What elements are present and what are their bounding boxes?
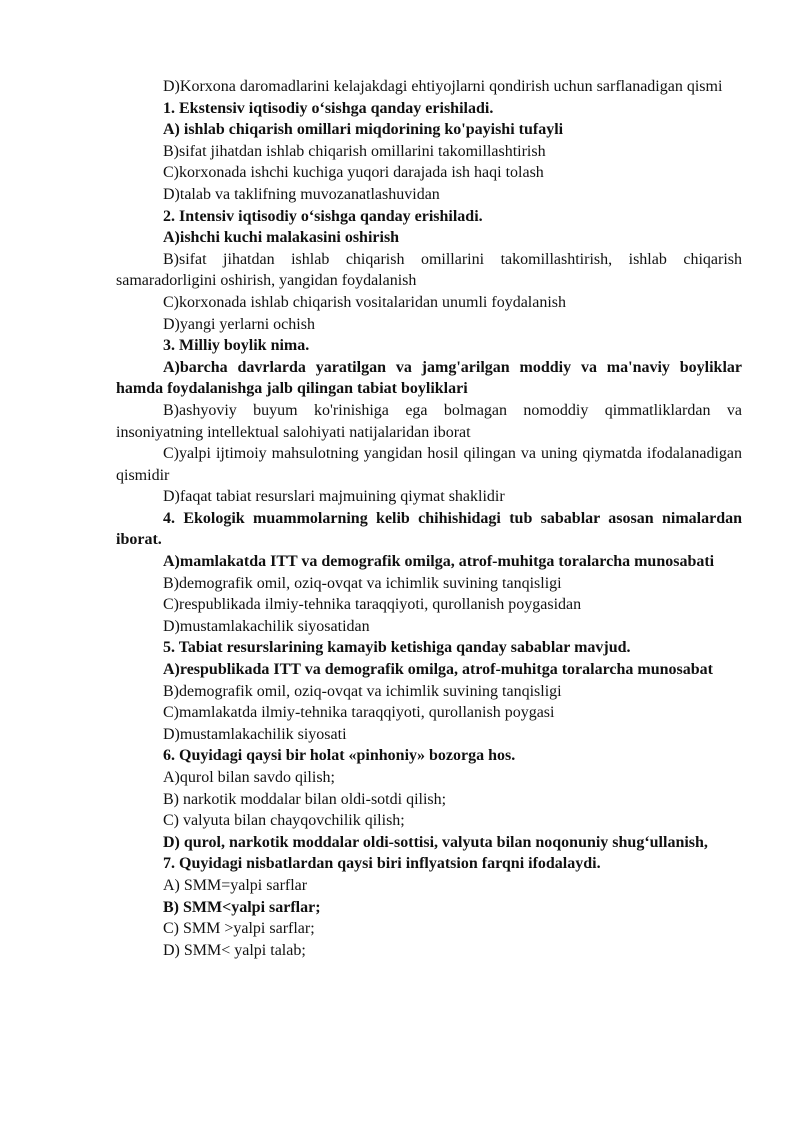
question-heading: 6. Quyidagi qaysi bir holat «pinhoniy» bozorga hos.	[163, 747, 516, 765]
correct-answer: A)barcha davrlarda yaratilgan va jamg'arilgan moddiy va ma'naviy boyliklar hamda foydalanishga jalb qilingan tabiat boyliklari	[116, 358, 742, 398]
question-heading: 2. Intensiv iqtisodiy o‘sishga qanday erishiladi.	[163, 207, 483, 225]
correct-answer: A) ishlab chiqarish omillari miqdorining ko'payishi tufayli	[163, 121, 564, 139]
answer-option: C)mamlakatda ilmiy-tehnika taraqqiyoti, qurollanish poygasi	[163, 704, 555, 722]
answer-option: D)mustamlakachilik siyosatidan	[163, 617, 370, 635]
correct-answer: A)respublikada ITT va demografik omilga, atrof-muhitga toralarcha munosabat	[163, 661, 713, 679]
document-page	[116, 76, 742, 961]
answer-option: C) SMM >yalpi sarflar;	[163, 920, 315, 938]
answer-option: D)yangi yerlarni ochish	[163, 315, 315, 333]
answer-option: B)ashyoviy buyum ko'rinishiga ega bolmagan nomoddiy qimmatliklardan va insoniyatning intellektual salohiyati natijalaridan iborat	[116, 401, 742, 441]
answer-option: C)korxonada ishchi kuchiga yuqori darajada ish haqi tolash	[163, 164, 544, 182]
answer-option: B)sifat jihatdan ishlab chiqarish omillarini takomillashtirish	[163, 142, 546, 160]
answer-option: B)demografik omil, oziq-ovqat va ichimlik suvining tanqisligi	[163, 574, 562, 592]
question-heading: 3. Milliy boylik nima.	[163, 337, 310, 355]
answer-option: B)sifat jihatdan ishlab chiqarish omillarini takomillashtirish, ishlab chiqarish samaradorligini oshirish, yangidan foydalanish	[116, 250, 742, 290]
question-heading: 7. Quyidagi nisbatlardan qaysi biri inflyatsion farqni ifodalaydi.	[163, 855, 601, 873]
answer-option: D)mustamlakachilik siyosati	[163, 725, 347, 743]
answer-option: C) valyuta bilan chayqovchilik qilish;	[163, 812, 405, 830]
correct-answer: A)mamlakatda ITT va demografik omilga, atrof-muhitga toralarcha munosabati	[163, 553, 715, 571]
answer-option: D)faqat tabiat resurslari majmuining qiymat shaklidir	[163, 488, 505, 506]
answer-option: B) narkotik moddalar bilan oldi-sotdi qilish;	[163, 790, 447, 808]
answer-option: D) SMM< yalpi talab;	[163, 941, 306, 959]
question-heading: 5. Tabiat resurslarining kamayib ketishiga qanday sabablar mavjud.	[163, 639, 631, 657]
correct-answer: A)ishchi kuchi malakasini oshirish	[163, 229, 400, 247]
correct-answer: B) SMM<yalpi sarflar;	[163, 898, 321, 916]
answer-option: D)talab va taklifning muvozanatlashuvidan	[163, 185, 440, 203]
answer-option: C)yalpi ijtimoiy mahsulotning yangidan hosil qilingan va uning qiymatda ifodalanadigan qismidir	[116, 445, 742, 484]
answer-option: D)Korxona daromadlarini kelajakdagi ehtiyojlarni qondirish uchun sarflanadigan qismi	[163, 78, 723, 95]
answer-option: B)demografik omil, oziq-ovqat va ichimlik suvining tanqisligi	[163, 682, 562, 700]
correct-answer: D) qurol, narkotik moddalar oldi-sottisi, valyuta bilan noqonuniy shug‘ullanish,	[163, 833, 708, 851]
answer-option: C)respublikada ilmiy-tehnika taraqqiyoti, qurollanish poygasidan	[163, 596, 582, 614]
answer-option: C)korxonada ishlab chiqarish vositalaridan unumli foydalanish	[163, 293, 567, 311]
question-heading: 1. Ekstensiv iqtisodiy o‘sishga qanday erishiladi.	[163, 99, 494, 117]
question-heading: 4. Ekologik muammolarning kelib chihishidagi tub sabablar asosan nimalardan iborat.	[116, 509, 742, 549]
answer-option: A) SMM=yalpi sarflar	[163, 876, 308, 894]
answer-option: A)qurol bilan savdo qilish;	[163, 769, 335, 786]
